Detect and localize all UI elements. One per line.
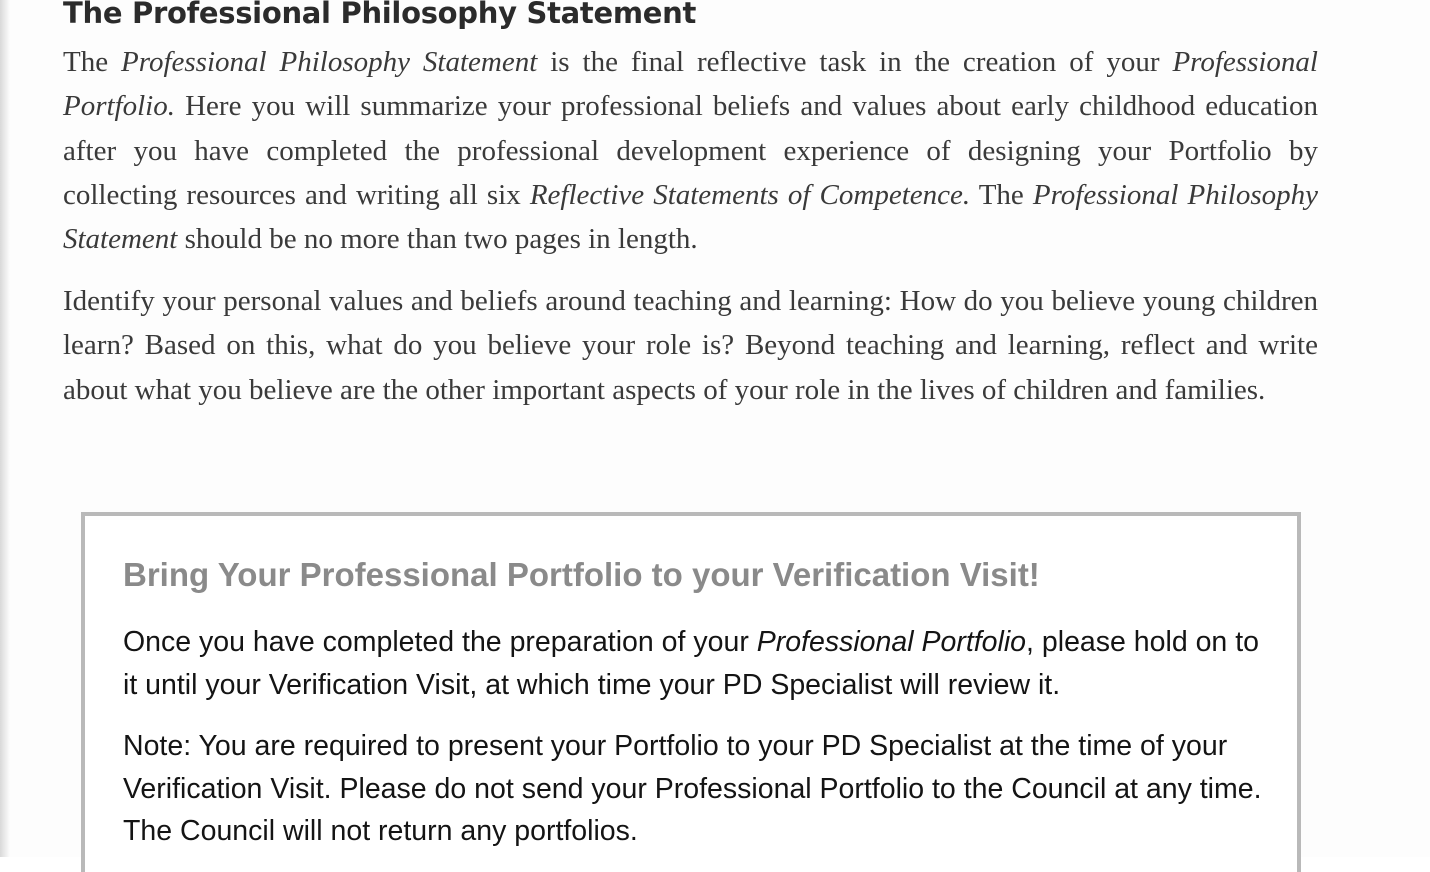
callout-paragraph-1 — [123, 621, 1273, 706]
intro-text-4: The — [970, 178, 1033, 211]
intro-text-5: should be no more than two pages in length. — [177, 223, 698, 256]
callout-text-1: Once you have completed the preparation of your — [123, 626, 757, 658]
intro-italic-3: Reflective Statements of Competence. — [529, 178, 971, 211]
intro-italic-2: Professional Portfolio. — [63, 46, 1318, 123]
callout-italic-1: Professional Portfolio — [756, 626, 1027, 658]
page-title: The Professional Philosophy Statement — [63, 0, 697, 30]
callout-text-2: , please hold on to it until your Verification Visit, at which time your PD Specialist will review it. — [123, 626, 1259, 701]
intro-paragraph — [63, 40, 1318, 261]
intro-text-1: The — [63, 46, 122, 78]
scan-edge-shadow — [0, 0, 10, 857]
verification-callout-box — [81, 512, 1301, 872]
intro-text-3: Here you will summarize your professional beliefs and values about early childhood education after you have completed the professional development experience of designing your Portfolio by collecting resources and writing all six — [63, 90, 1318, 211]
intro-italic-1: Professional Philosophy Statement — [121, 46, 538, 78]
callout-note-paragraph: Note: You are required to present your Portfolio to your PD Specialist at the time of your Verification Visit. Please do not send your Professional Portfolio to the Council at any time. The Council will not return any portfolios. — [123, 730, 1262, 847]
intro-italic-4: Professional Philosophy Statement — [63, 178, 1318, 256]
callout-heading: Bring Your Professional Portfolio to your Verification Visit! — [123, 556, 1040, 593]
intro-text-2: is the final reflective task in the creation of your — [537, 46, 1173, 78]
instruction-paragraph: Identify your personal values and beliefs around teaching and learning: How do you believe young children learn? Based on this, what do you believe your role is? Beyond teaching and learning, reflect and write about what you believe are the other important aspects of your role in the lives of children and families. — [63, 285, 1318, 406]
